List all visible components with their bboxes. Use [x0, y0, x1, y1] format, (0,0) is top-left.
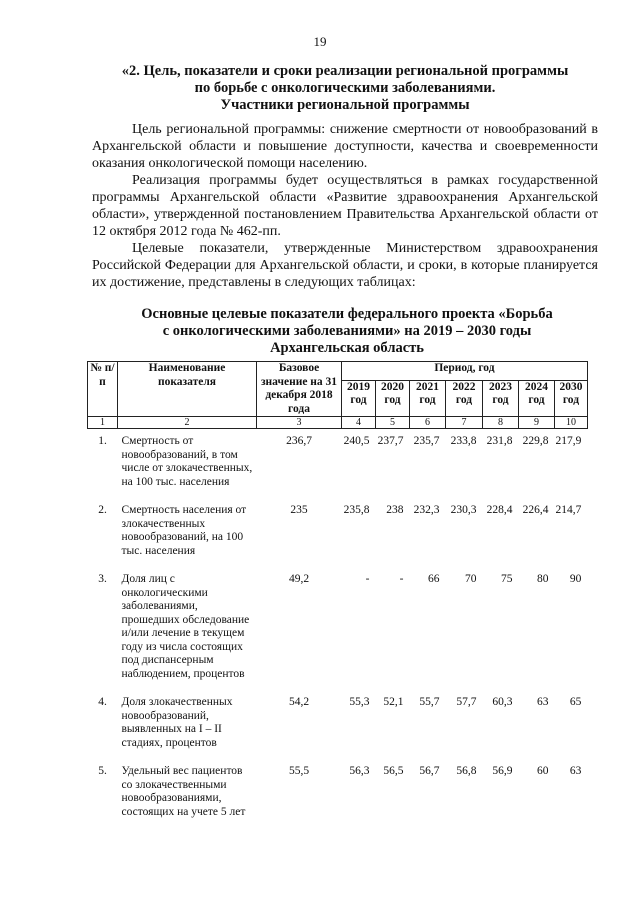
year-value: 228,4 [486, 504, 513, 516]
paragraph-implementation: Реализация программы будет осуществляться в рамках государственной программы Архангельской области «Развитие здравоохранения Архангельской области», утвержденной постановлением Правительства Архангельской области от 12 октября 2012 года № 462-пп. [92, 173, 598, 239]
header-year: 2021 год [410, 380, 446, 416]
indicator-name: Смертность от новообразований, в том числе от злокачественных, на 100 тыс. населения [121, 435, 253, 488]
year-value: 56,3 [349, 765, 370, 777]
header-year: 2022 год [446, 380, 483, 416]
column-number: 4 [342, 417, 376, 429]
row-number: 4. [98, 696, 107, 708]
year-value: 55,3 [349, 696, 370, 708]
year-value: 80 [537, 573, 549, 585]
section-heading [0, 63, 640, 114]
row-number: 1. [98, 435, 107, 447]
year-value: 232,3 [413, 504, 440, 516]
table-row [88, 759, 588, 828]
year-value: 56,8 [456, 765, 477, 777]
year-value: 70 [465, 573, 477, 585]
year-value: 240,5 [343, 435, 370, 447]
year-value: 52,1 [383, 696, 404, 708]
year-value: 229,8 [522, 435, 549, 447]
page-number: 19 [313, 34, 327, 49]
year-value: 226,4 [522, 504, 549, 516]
year-value: 55,7 [419, 696, 440, 708]
year-value: 56,7 [419, 765, 440, 777]
year-value: 214,7 [555, 504, 582, 516]
header-name: Наименование показателя [118, 362, 257, 417]
indicators-table [87, 361, 588, 828]
year-value: 65 [569, 696, 582, 708]
header-year: 2024 год [519, 380, 555, 416]
year-value: 60 [537, 765, 549, 777]
column-number: 7 [446, 417, 483, 429]
base-value: 49,2 [288, 573, 310, 585]
column-number: 5 [376, 417, 410, 429]
year-value: 235,8 [343, 504, 370, 516]
header-num: № п/п [88, 362, 118, 417]
row-number: 5. [98, 765, 107, 777]
year-value: 63 [537, 696, 549, 708]
table-row [88, 690, 588, 759]
paragraph-targets: Целевые показатели, утвержденные Министерством здравоохранения Российской Федерации для Архангельской области, и сроки, в которые планируется их достижение, представлены в следующих таблицах: [92, 241, 598, 290]
table-title-line: с онкологическими заболеваниями» на 2019 – 2030 годы [162, 323, 532, 339]
year-value: 238 [386, 504, 404, 516]
indicator-name: Доля злокачественных новообразований, выявленных на I – II стадиях, процентов [121, 696, 233, 749]
year-value: 217,9 [555, 435, 582, 447]
row-number: 3. [98, 573, 107, 585]
column-number: 10 [555, 417, 588, 429]
year-value: 231,8 [486, 435, 513, 447]
body-text [92, 121, 598, 291]
column-number: 6 [410, 417, 446, 429]
year-value: 90 [569, 573, 582, 585]
indicator-name: Удельный вес пациентов со злокачественными новообразованиями, состоящих на учете 5 лет [121, 765, 246, 818]
indicator-name: Доля лиц с онкологическими заболеваниями, прошедших обследование и/или лечение в текущем году из числа состоящих под диспансерным наблюдением, процентов [121, 573, 250, 680]
year-value: 237,7 [377, 435, 404, 447]
column-number: 9 [519, 417, 555, 429]
year-value: - [399, 573, 404, 585]
year-value: - [365, 573, 370, 585]
year-value: 235,7 [413, 435, 440, 447]
year-value: 230,3 [450, 504, 477, 516]
year-value: 57,7 [456, 696, 477, 708]
header-year: 2023 год [483, 380, 519, 416]
year-value: 66 [428, 573, 440, 585]
table-title-line: Основные целевые показатели федерального проекта «Борьба [141, 306, 553, 322]
year-value: 60,3 [492, 696, 513, 708]
table-row [88, 429, 588, 499]
heading-line: «2. Цель, показатели и сроки реализации региональной программы [121, 63, 569, 79]
header-year: 2019 год [342, 380, 376, 416]
base-value: 236,7 [286, 435, 312, 447]
indicator-name: Смертность населения от злокачественных новообразований, на 100 тыс. населения [121, 504, 247, 557]
year-value: 233,8 [450, 435, 477, 447]
column-number: 1 [88, 417, 118, 429]
header-period: Период, год [342, 362, 588, 381]
column-number: 8 [483, 417, 519, 429]
column-number: 2 [118, 417, 257, 429]
heading-line: Участники региональной программы [220, 97, 470, 113]
row-number: 2. [98, 504, 107, 516]
table-row [88, 567, 588, 690]
year-value: 63 [569, 765, 582, 777]
base-value: 235 [290, 504, 308, 516]
table-title-line: Архангельская область [270, 340, 424, 356]
year-value: 75 [501, 573, 513, 585]
header-year: 2030 год [555, 380, 588, 416]
base-value: 54,2 [288, 696, 310, 708]
paragraph-goal: Цель региональной программы: снижение смертности от новообразований в Архангельской области и повышение доступности, качества и своевременности оказания онкологической помощи населению. [92, 122, 598, 171]
header-base: Базовое значение на 31 декабря 2018 года [257, 362, 342, 417]
table-title [60, 306, 634, 357]
year-value: 56,9 [492, 765, 513, 777]
column-number: 3 [257, 417, 342, 429]
heading-line: по борьбе с онкологическими заболеваниями. [194, 80, 496, 96]
table-row [88, 498, 588, 567]
header-year: 2020 год [376, 380, 410, 416]
base-value: 55,5 [288, 765, 310, 777]
year-value: 56,5 [383, 765, 404, 777]
